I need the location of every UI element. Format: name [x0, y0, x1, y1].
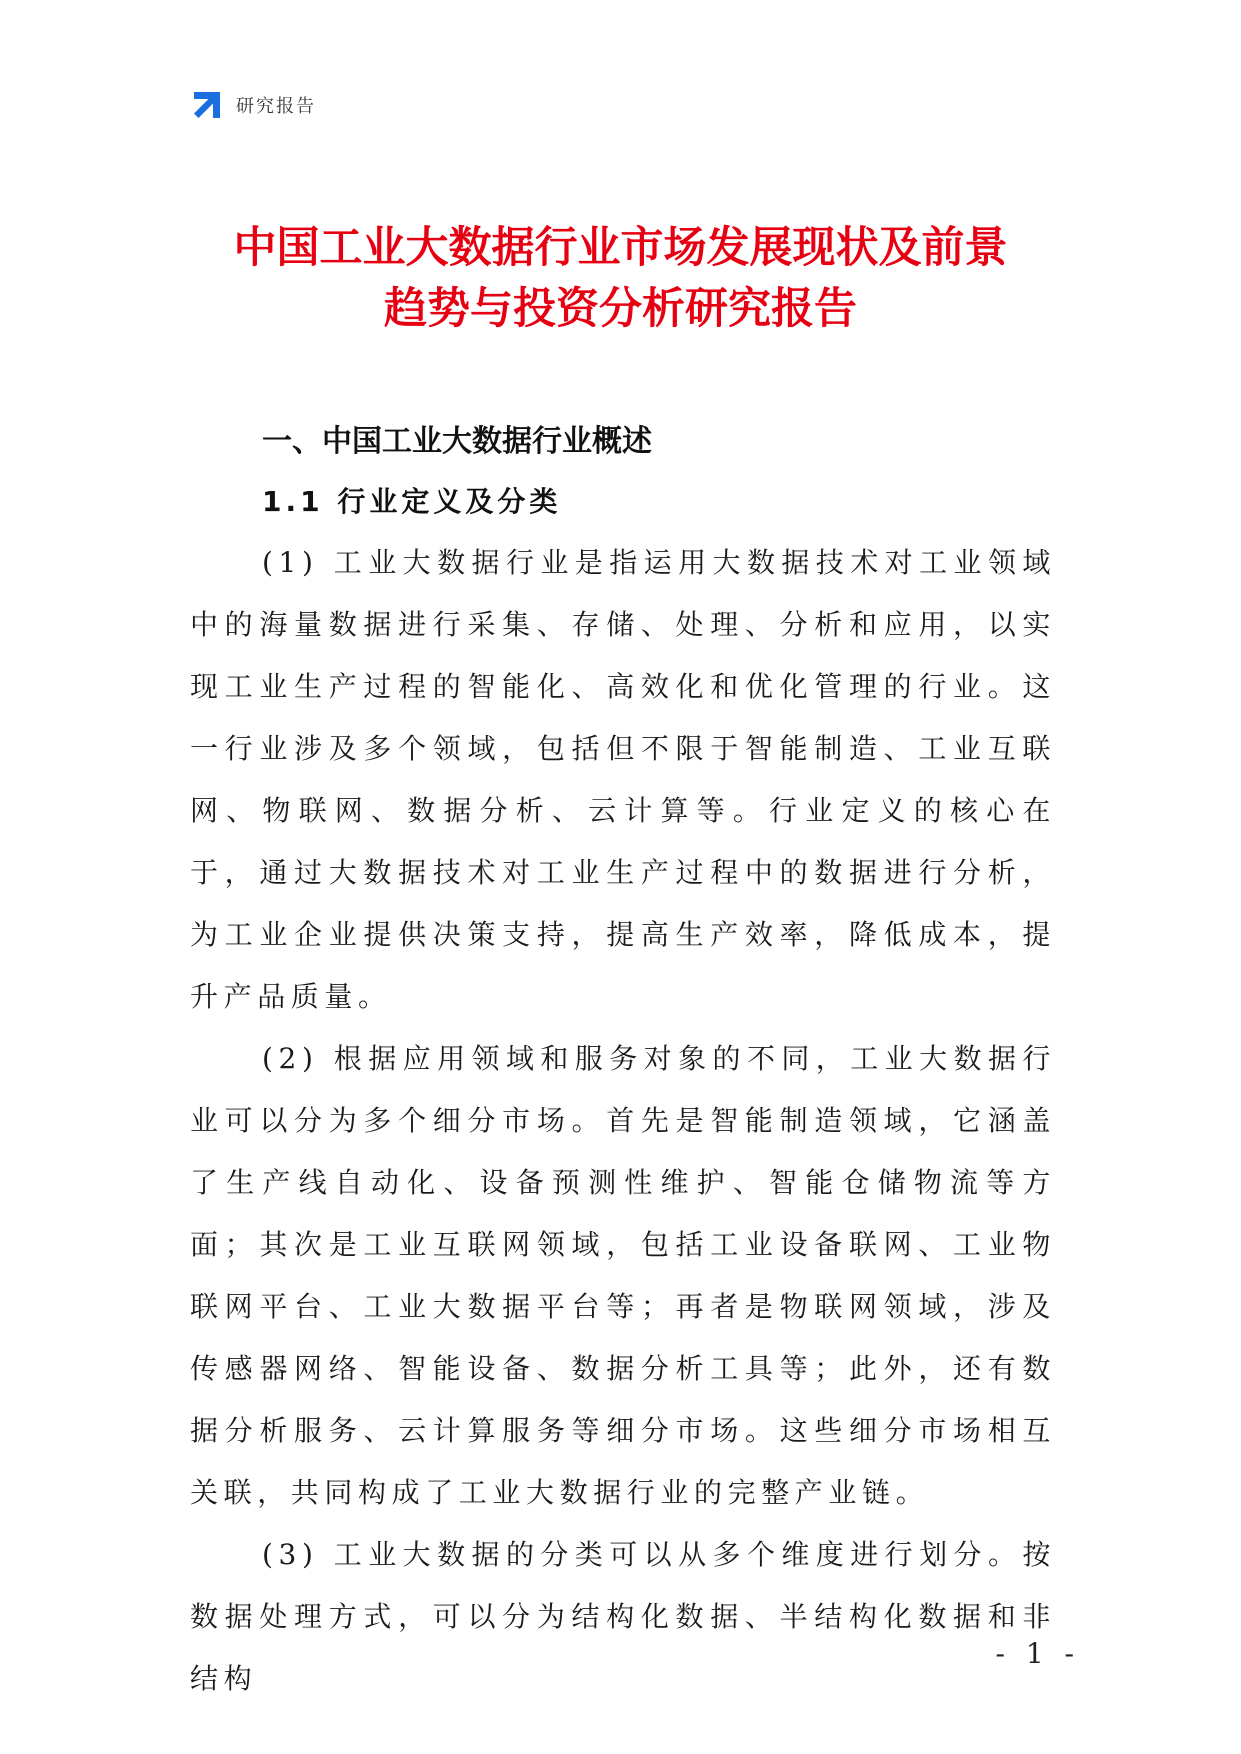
- paragraph-2: (2) 根据应用领域和服务对象的不同，工业大数据行业可以分为多个细分市场。首先是智能制造领域，它涵盖了生产线自动化、设备预测性维护、智能仓储物流等方面；其次是工业互联网领域，包括工业设备联网、工业物联网平台、工业大数据平台等；再者是物联网领域，涉及传感器网络、智能设备、数据分析工具等；此外，还有数据分析服务、云计算服务等细分市场。这些细分市场相互关联，共同构成了工业大数据行业的完整产业链。: [190, 1042, 1056, 1509]
- subsection-heading: 1.1 行业定义及分类: [262, 485, 562, 518]
- paragraph-3: (3) 工业大数据的分类可以从多个维度进行划分。按数据处理方式，可以分为结构化数据、半结构化数据和非结构: [190, 1538, 1056, 1695]
- report-title: [150, 218, 1091, 340]
- report-header: [191, 88, 316, 122]
- paragraph-1: (1) 工业大数据行业是指运用大数据技术对工业领域中的海量数据进行采集、存储、处理、分析和应用，以实现工业生产过程的智能化、高效化和优化管理的行业。这一行业涉及多个领域，包括但不限于智能制造、工业互联网、物联网、数据分析、云计算等。行业定义的核心在于，通过大数据技术对工业生产过程中的数据进行分析，为工业企业提供决策支持，提高生产效率，降低成本，提升产品质量。: [190, 546, 1056, 1013]
- page-number: - 1 -: [995, 1637, 1080, 1670]
- body-text: [190, 532, 1056, 1710]
- arrow-up-right-logo-icon: [191, 89, 223, 121]
- title-line-1: 中国工业大数据行业市场发展现状及前景: [233, 223, 1008, 273]
- header-label: 研究报告: [236, 96, 316, 117]
- title-line-2: 趋势与投资分析研究报告: [384, 284, 857, 334]
- section-heading: 一、中国工业大数据行业概述: [262, 424, 652, 459]
